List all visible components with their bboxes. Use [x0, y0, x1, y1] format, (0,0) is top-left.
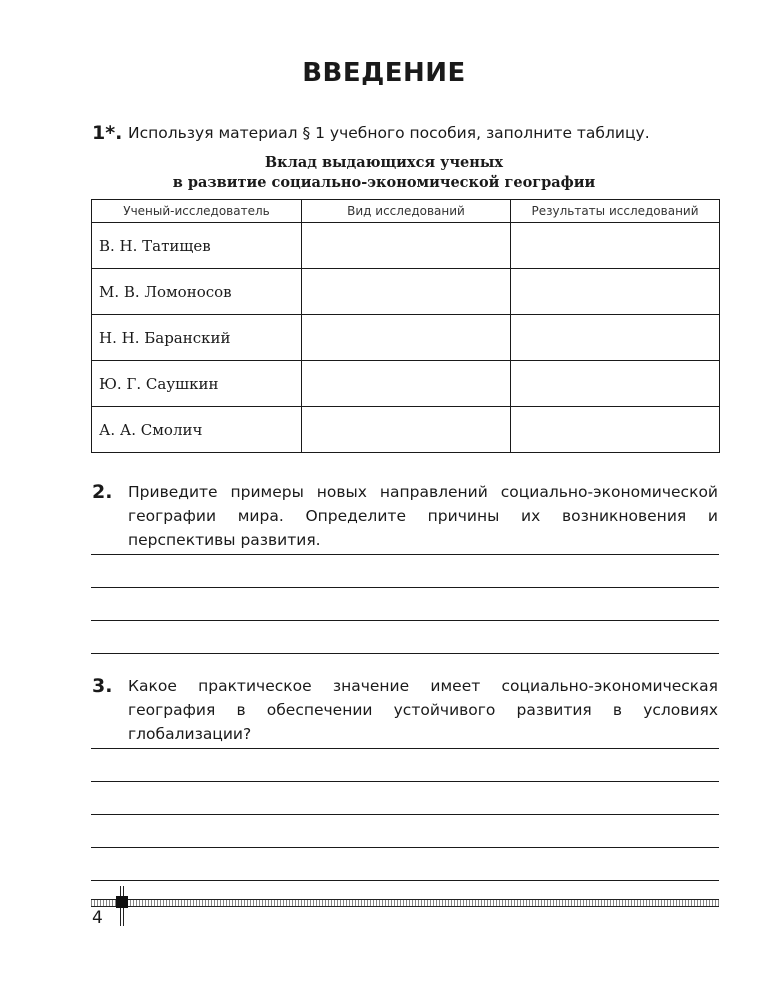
task-3-answer-lines: [91, 716, 719, 881]
task-2-text: Приведите примеры новых направлений социально-экономической географии мира. Определите причины их возникновения и перспективы развития.: [128, 483, 718, 549]
task-2-answer-lines: [91, 522, 719, 654]
page-number: 4: [92, 908, 103, 928]
research-results-cell[interactable]: [511, 223, 720, 269]
answer-line[interactable]: [91, 815, 719, 848]
answer-line[interactable]: [91, 588, 719, 621]
header-research-results: Результаты исследований: [511, 200, 720, 223]
answer-line[interactable]: [91, 782, 719, 815]
table-row: [92, 269, 720, 315]
research-results-cell[interactable]: [511, 315, 720, 361]
page-title: ВВЕДЕНИЕ: [302, 58, 466, 88]
task-1-number: 1*.: [92, 122, 123, 144]
answer-line[interactable]: [91, 716, 719, 749]
answer-line[interactable]: [91, 555, 719, 588]
table-row: [92, 315, 720, 361]
research-type-cell[interactable]: [302, 315, 511, 361]
research-results-cell[interactable]: [511, 361, 720, 407]
scientists-table: [91, 199, 720, 453]
table-header-row: [92, 200, 720, 223]
task-3-number: 3.: [92, 675, 113, 697]
answer-line[interactable]: [91, 749, 719, 782]
header-research-type: Вид исследований: [302, 200, 511, 223]
table-caption-line-1: Вклад выдающихся ученых: [264, 154, 504, 171]
table-row: [92, 361, 720, 407]
footer-rule: [91, 899, 719, 907]
task-2-number: 2.: [92, 481, 113, 503]
research-type-cell[interactable]: [302, 407, 511, 453]
scientist-name: В. Н. Татищев: [92, 223, 302, 269]
research-type-cell[interactable]: [302, 361, 511, 407]
scientist-name: М. В. Ломоносов: [92, 269, 302, 315]
table-caption-line-2: в развитие социально-экономической географии: [172, 174, 596, 191]
research-type-cell[interactable]: [302, 269, 511, 315]
task-3-text: Какое практическое значение имеет социально-экономическая география в обеспечении устойчивого развития в условиях глобализации?: [128, 677, 718, 743]
scientist-name: А. А. Смолич: [92, 407, 302, 453]
research-results-cell[interactable]: [511, 407, 720, 453]
scientist-name: Ю. Г. Саушкин: [92, 361, 302, 407]
task-1-text: Используя материал § 1 учебного пособия, заполните таблицу.: [128, 124, 650, 142]
answer-line[interactable]: [91, 848, 719, 881]
research-type-cell[interactable]: [302, 223, 511, 269]
scientist-name: Н. Н. Баранский: [92, 315, 302, 361]
answer-line[interactable]: [91, 522, 719, 555]
research-results-cell[interactable]: [511, 269, 720, 315]
header-scientist: Ученый-исследователь: [92, 200, 302, 223]
footer-marker-square: [116, 896, 128, 908]
answer-line[interactable]: [91, 621, 719, 654]
table-row: [92, 223, 720, 269]
table-row: [92, 407, 720, 453]
